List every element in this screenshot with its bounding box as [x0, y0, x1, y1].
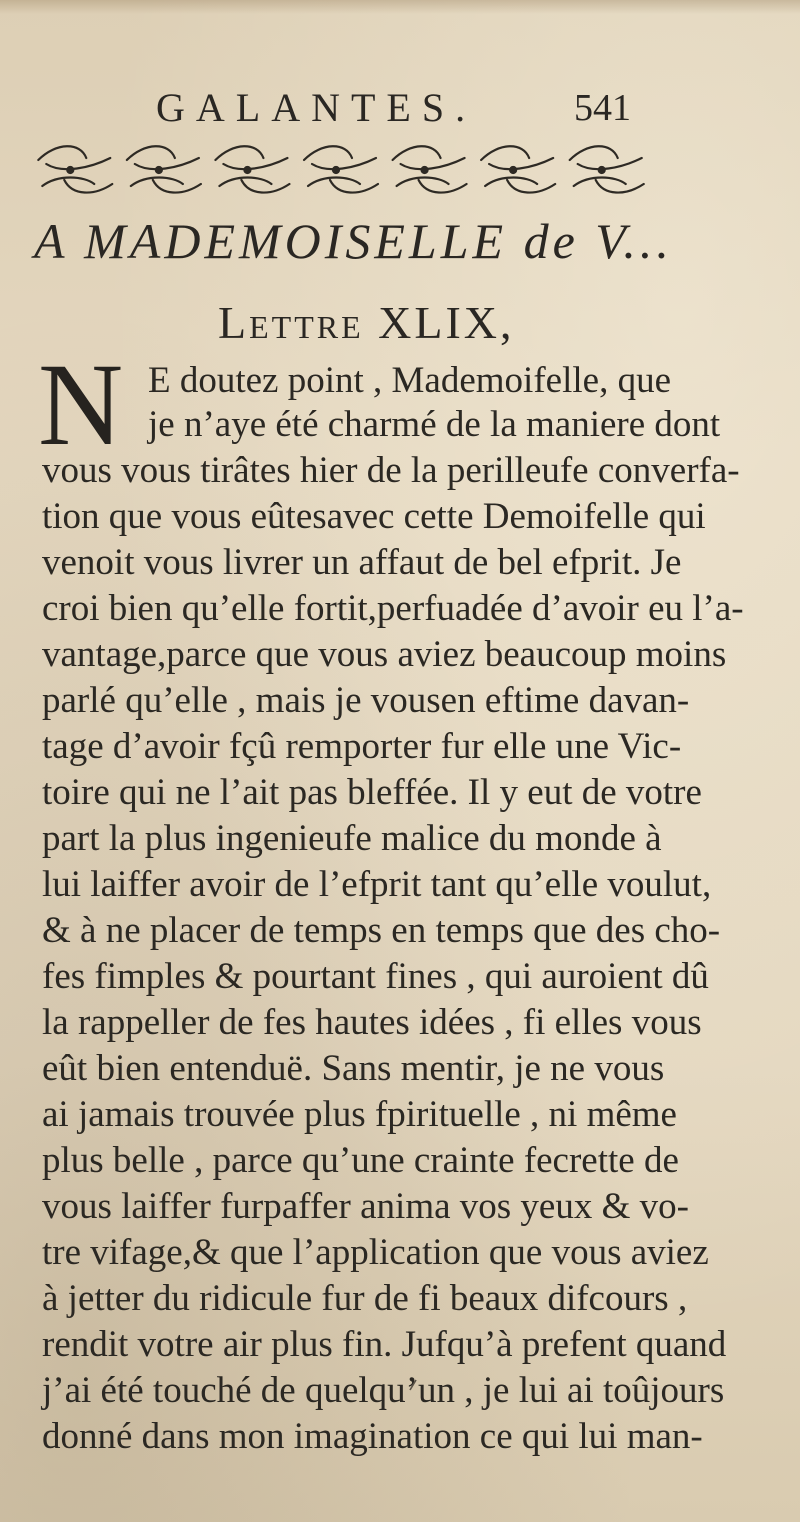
text-line: vantage,parce que vous aviez beaucoup moins — [42, 634, 727, 675]
text-line: j’ai été touché de quelqu’un , je lui ai toûjours — [42, 1370, 725, 1411]
text-line: lui laiffer avoir de l’efprit tant qu’elle voulut, — [42, 864, 712, 905]
fleuron-dot — [510, 167, 516, 173]
fleuron-dot — [156, 167, 162, 173]
page-edge-stain — [0, 0, 800, 14]
running-title: GALANTES. — [156, 85, 477, 130]
text-line: la rappeller de fes hautes idées , fi elles vous — [42, 1002, 702, 1043]
fleuron-motif — [393, 146, 467, 192]
page-number: 541 — [574, 87, 631, 129]
fleuron-motif — [38, 146, 112, 192]
text-line: vous vous tirâtes hier de la perilleufe converfa- — [42, 450, 740, 491]
text-line: tage d’avoir fçû remporter fur elle une Vic- — [42, 726, 682, 767]
running-head — [0, 84, 800, 134]
fleuron-motif — [215, 146, 289, 192]
fleuron-dot — [422, 167, 428, 173]
fleuron-dot — [333, 167, 339, 173]
fleuron-dot — [244, 167, 250, 173]
fleuron-border-icon — [32, 140, 652, 202]
text-line: ai jamais trouvée plus fpirituelle , ni même — [42, 1094, 677, 1135]
fleuron-motif — [481, 146, 555, 192]
fleuron-motif — [570, 146, 644, 192]
text-line: fes fimples & pourtant fines , qui auroient dû — [42, 956, 709, 997]
text-line: tion que vous eûtesavec cette Demoifelle qui — [42, 496, 706, 537]
text-line: croi bien qu’elle fortit,perfuadée d’avoir eu l’a- — [42, 588, 744, 629]
text-line: parlé qu’elle , mais je vousen eftime davan- — [42, 680, 690, 721]
text-line: tre vifage,& que l’application que vous aviez — [42, 1232, 709, 1273]
letter-address: A MADEMOISELLE de V... — [34, 213, 673, 269]
text-line: & à ne placer de temps en temps que des cho- — [42, 910, 721, 951]
text-line: eût bien entenduë. Sans mentir, je ne vous — [42, 1048, 665, 1089]
fleuron-dot — [67, 167, 73, 173]
text-line: E doutez point , Mademoifelle, que — [148, 360, 671, 401]
letter-heading: Lettre XLIX, — [218, 297, 515, 348]
text-line: je n’aye été charmé de la maniere dont — [148, 404, 721, 445]
drop-cap: N — [38, 339, 124, 470]
fleuron-motif — [127, 146, 201, 192]
fleuron-dot — [599, 167, 605, 173]
text-line: part la plus ingenieufe malice du monde à — [42, 818, 662, 859]
text-line: donné dans mon imagination ce qui lui man- — [42, 1416, 703, 1457]
text-line: rendit votre air plus fin. Jufqu’à prefent quand — [42, 1324, 727, 1365]
ink-mark-icon — [408, 1378, 418, 1392]
fleuron-motif — [304, 146, 378, 192]
text-line: vous laiffer furpaffer anima vos yeux & vo- — [42, 1186, 689, 1227]
text-line: à jetter du ridicule fur de fi beaux difcours , — [42, 1278, 688, 1319]
text-line: venoit vous livrer un affaut de bel efprit. Je — [42, 542, 682, 583]
text-line: toire qui ne l’ait pas bleffée. Il y eut de votre — [42, 772, 702, 813]
text-line: plus belle , parce qu’une crainte fecrette de — [42, 1140, 679, 1181]
